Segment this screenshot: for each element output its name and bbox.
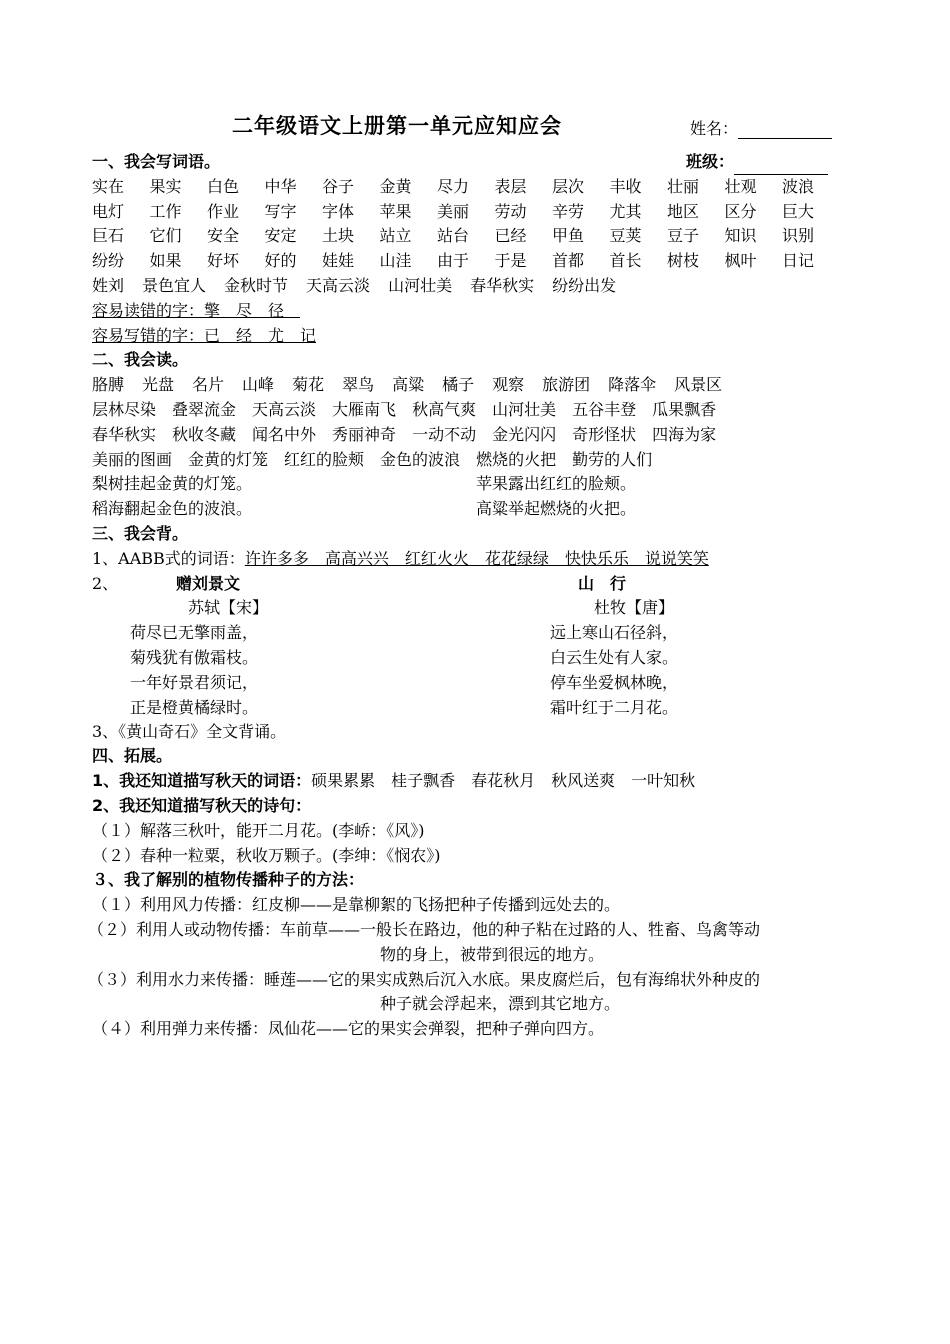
word-row-4	[92, 249, 867, 274]
section4-heading: 四、拓展。	[92, 746, 173, 766]
word: 谷子	[322, 176, 355, 196]
poem-1-line: 荷尽已无擎雨盖，	[130, 623, 259, 643]
word: 巨大	[782, 201, 815, 221]
word: 写字	[264, 201, 297, 221]
word: 安全	[207, 226, 240, 246]
word: 白色	[207, 176, 240, 196]
seed-method-3	[88, 968, 867, 993]
item2-number: 2、	[92, 573, 119, 593]
word-row-3	[92, 224, 867, 249]
poem-2-title: 山 行	[578, 573, 627, 593]
phrase: 姓刘	[92, 275, 125, 295]
poem-1-line: 菊残犹有傲霜枝。	[130, 647, 259, 667]
word: 电灯	[92, 201, 125, 221]
seed-method-2-cont	[92, 943, 867, 968]
word: 中华	[264, 176, 297, 196]
poems-block	[92, 572, 867, 720]
section2-heading: 二、我会读。	[92, 350, 189, 370]
seed-methods-label-row	[92, 868, 867, 893]
word: 美丽	[437, 201, 470, 221]
word: 知识	[724, 226, 757, 246]
seed-method-line: （１）利用风力传播：红皮柳——是靠柳絮的飞扬把种子传播到远处去的。	[92, 895, 621, 915]
word: 于是	[494, 251, 527, 271]
poem-1-line: 一年好景君须记，	[130, 672, 259, 692]
sentence: 苹果露出红红的脸颊。	[476, 474, 637, 494]
seed-method-line: （４）利用弹力来传播：凤仙花——它的果实会弹裂，把种子弹向四方。	[92, 1019, 605, 1039]
word: 尤其	[609, 201, 642, 221]
word: 它们	[149, 226, 182, 246]
read-row-4	[92, 448, 867, 473]
read-word: 秀丽神奇	[332, 424, 397, 444]
read-word: 叠翠流金	[172, 399, 237, 419]
word: 壮丽	[667, 176, 700, 196]
word: 金黄	[379, 176, 412, 196]
read-word: 奇形怪状	[572, 424, 637, 444]
phrase-row	[92, 274, 867, 299]
easy-write-wrong: 容易写错的字：已 经 尤 记	[92, 325, 317, 345]
phrase: 春华秋实	[470, 275, 535, 295]
title-row	[92, 110, 852, 144]
word: 丰收	[609, 176, 642, 196]
autumn-poem-2	[92, 844, 867, 869]
poem-2	[550, 572, 678, 721]
poem-2-line: 霜叶红于二月花。	[550, 697, 679, 717]
word: 甲鱼	[552, 226, 585, 246]
word: 工作	[149, 201, 182, 221]
read-row-3	[92, 423, 867, 448]
phrase: 景色宜人	[142, 275, 207, 295]
seed-method-line: （２）利用人或动物传播：车前草——一般长在路边，他的种子粘在过路的人、牲畜、鸟禽等动	[88, 919, 761, 939]
read-word: 四海为家	[652, 424, 717, 444]
read-word: 名片	[192, 375, 225, 395]
sentence-row-1	[92, 472, 867, 497]
word: 首都	[552, 251, 585, 271]
read-word: 翠鸟	[342, 375, 375, 395]
read-word: 金黄的灯笼	[188, 449, 269, 469]
seed-method-1	[92, 893, 867, 918]
section4-heading-row	[92, 744, 867, 769]
read-row-2	[92, 398, 867, 423]
word: 由于	[437, 251, 470, 271]
aabb-words: 许许多多 高高兴兴 红红火火 花花绿绿 快快乐乐 说说笑笑	[244, 548, 709, 568]
sentence-row-2	[92, 497, 867, 522]
read-word: 天高云淡	[252, 399, 317, 419]
word: 尽力	[437, 176, 470, 196]
read-word: 五谷丰登	[572, 399, 637, 419]
easy-read-wrong-row	[92, 299, 867, 324]
read-word: 橘子	[442, 375, 475, 395]
section1-heading: 一、我会写词语。	[92, 152, 221, 171]
seed-method-4	[92, 1017, 867, 1042]
poem-1-title: 赠刘景文	[176, 573, 241, 593]
word: 壮观	[724, 176, 757, 196]
easy-write-wrong-row	[92, 324, 867, 349]
read-word: 山河壮美	[492, 399, 557, 419]
read-word: 红红的脸颊	[284, 449, 365, 469]
read-word: 金色的波浪	[380, 449, 461, 469]
word-row-2	[92, 200, 867, 225]
read-word: 高粱	[392, 375, 425, 395]
read-word: 金光闪闪	[492, 424, 557, 444]
name-field	[690, 116, 832, 139]
word: 表层	[494, 176, 527, 196]
name-label: 姓名：	[690, 119, 739, 138]
seed-method-line-cont: 物的身上，被带到很远的地方。	[380, 944, 605, 964]
word: 字体	[322, 201, 355, 221]
autumn-words-label: 1、我还知道描写秋天的词语：	[92, 771, 312, 791]
read-word: 降落伞	[608, 375, 657, 395]
poem-2-author: 杜牧【唐】	[594, 598, 675, 618]
word: 日记	[782, 251, 815, 271]
read-word: 观察	[492, 375, 525, 395]
read-word: 光盘	[142, 375, 175, 395]
content	[88, 150, 867, 1042]
word: 实在	[92, 176, 125, 196]
word: 树枝	[667, 251, 700, 271]
sentence: 高粱举起燃烧的火把。	[476, 499, 637, 519]
section3-heading-row	[92, 522, 867, 547]
word: 巨石	[92, 226, 125, 246]
word: 纷纷	[92, 251, 125, 271]
poem-1-author: 苏轼【宋】	[188, 598, 269, 618]
word: 娃娃	[322, 251, 355, 271]
autumn-poems-label-row	[92, 794, 867, 819]
class-label: 班级：	[686, 152, 735, 171]
autumn-poem: （２）春种一粒粟，秋收万颗子。(李绅：《悯农》)	[92, 845, 441, 865]
word: 如果	[149, 251, 182, 271]
poem-2-line: 白云生处有人家。	[550, 647, 679, 667]
easy-read-wrong: 容易读错的字：擎 尽 径	[92, 300, 301, 320]
autumn-words-row	[92, 769, 867, 794]
word: 山洼	[379, 251, 412, 271]
class-blank[interactable]	[734, 158, 828, 175]
autumn-words: 硕果累累 桂子飘香 春花秋月 秋风送爽 一叶知秋	[311, 771, 696, 791]
aabb-label: 1、AABB式的词语：	[92, 548, 245, 568]
word: 作业	[207, 201, 240, 221]
poem-2-line: 远上寒山石径斜，	[550, 623, 679, 643]
word: 识别	[782, 226, 815, 246]
word: 安定	[264, 226, 297, 246]
read-word: 燃烧的火把	[476, 449, 557, 469]
read-word: 风景区	[674, 375, 723, 395]
section2-heading-row	[92, 348, 867, 373]
word: 枫叶	[724, 251, 757, 271]
read-word: 勤劳的人们	[572, 449, 653, 469]
word: 站立	[379, 226, 412, 246]
read-word: 大雁南飞	[332, 399, 397, 419]
seed-methods-label: ３、我了解别的植物传播种子的方法：	[92, 870, 365, 890]
read-word: 秋收冬藏	[172, 424, 237, 444]
word: 土块	[322, 226, 355, 246]
read-word: 瓜果飘香	[652, 399, 717, 419]
poem-1-line: 正是橙黄橘绿时。	[130, 697, 259, 717]
word: 辛劳	[552, 201, 585, 221]
autumn-poem-1	[92, 819, 867, 844]
word: 豆荚	[609, 226, 642, 246]
word: 波浪	[782, 176, 815, 196]
read-word: 胳膊	[92, 375, 125, 395]
seed-method-line-cont: 种子就会浮起来，漂到其它地方。	[380, 994, 621, 1014]
word: 已经	[494, 226, 527, 246]
read-word: 美丽的图画	[92, 449, 173, 469]
read-row-1	[92, 373, 867, 398]
word: 站台	[437, 226, 470, 246]
word: 首长	[609, 251, 642, 271]
seed-method-2	[88, 918, 867, 943]
word: 苹果	[379, 201, 412, 221]
word: 劳动	[494, 201, 527, 221]
word: 好坏	[207, 251, 240, 271]
read-word: 春华秋实	[92, 424, 157, 444]
sentence: 梨树挂起金黄的灯笼。	[92, 474, 253, 494]
word: 层次	[552, 176, 585, 196]
word: 好的	[264, 251, 297, 271]
autumn-poems-label: 2、我还知道描写秋天的诗句：	[92, 795, 312, 815]
word-row-1	[92, 175, 867, 200]
section3-heading: 三、我会背。	[92, 523, 189, 543]
word: 果实	[149, 176, 182, 196]
item3-text: 3、《黄山奇石》全文背诵。	[92, 721, 287, 741]
page-title: 二年级语文上册第一单元应知应会	[232, 114, 562, 138]
seed-method-line: （３）利用水力来传播：睡莲——它的果实成熟后沉入水底。果皮腐烂后，包有海绵状外种皮的	[88, 969, 761, 989]
seed-method-3-cont	[92, 992, 867, 1017]
sentence: 稻海翻起金色的波浪。	[92, 499, 253, 519]
phrase: 天高云淡	[306, 275, 371, 295]
phrase: 山河壮美	[388, 275, 453, 295]
word: 地区	[667, 201, 700, 221]
item3-row	[92, 720, 867, 745]
read-word: 菊花	[292, 375, 325, 395]
read-word: 闻名中外	[252, 424, 317, 444]
name-blank[interactable]	[738, 122, 832, 139]
class-field	[686, 150, 828, 175]
phrase: 金秋时节	[224, 275, 289, 295]
aabb-row	[92, 547, 867, 572]
read-word: 秋高气爽	[412, 399, 477, 419]
autumn-poem: （１）解落三秋叶，能开二月花。(李峤：《风》)	[92, 820, 425, 840]
phrase: 纷纷出发	[552, 275, 617, 295]
word: 区分	[724, 201, 757, 221]
poem-2-line: 停车坐爱枫林晚，	[550, 672, 679, 692]
word: 豆子	[667, 226, 700, 246]
read-word: 旅游团	[542, 375, 591, 395]
read-word: 一动不动	[412, 424, 477, 444]
poem-1	[130, 572, 268, 721]
read-word: 山峰	[242, 375, 275, 395]
section1-heading-row	[92, 150, 867, 175]
read-word: 层林尽染	[92, 399, 157, 419]
